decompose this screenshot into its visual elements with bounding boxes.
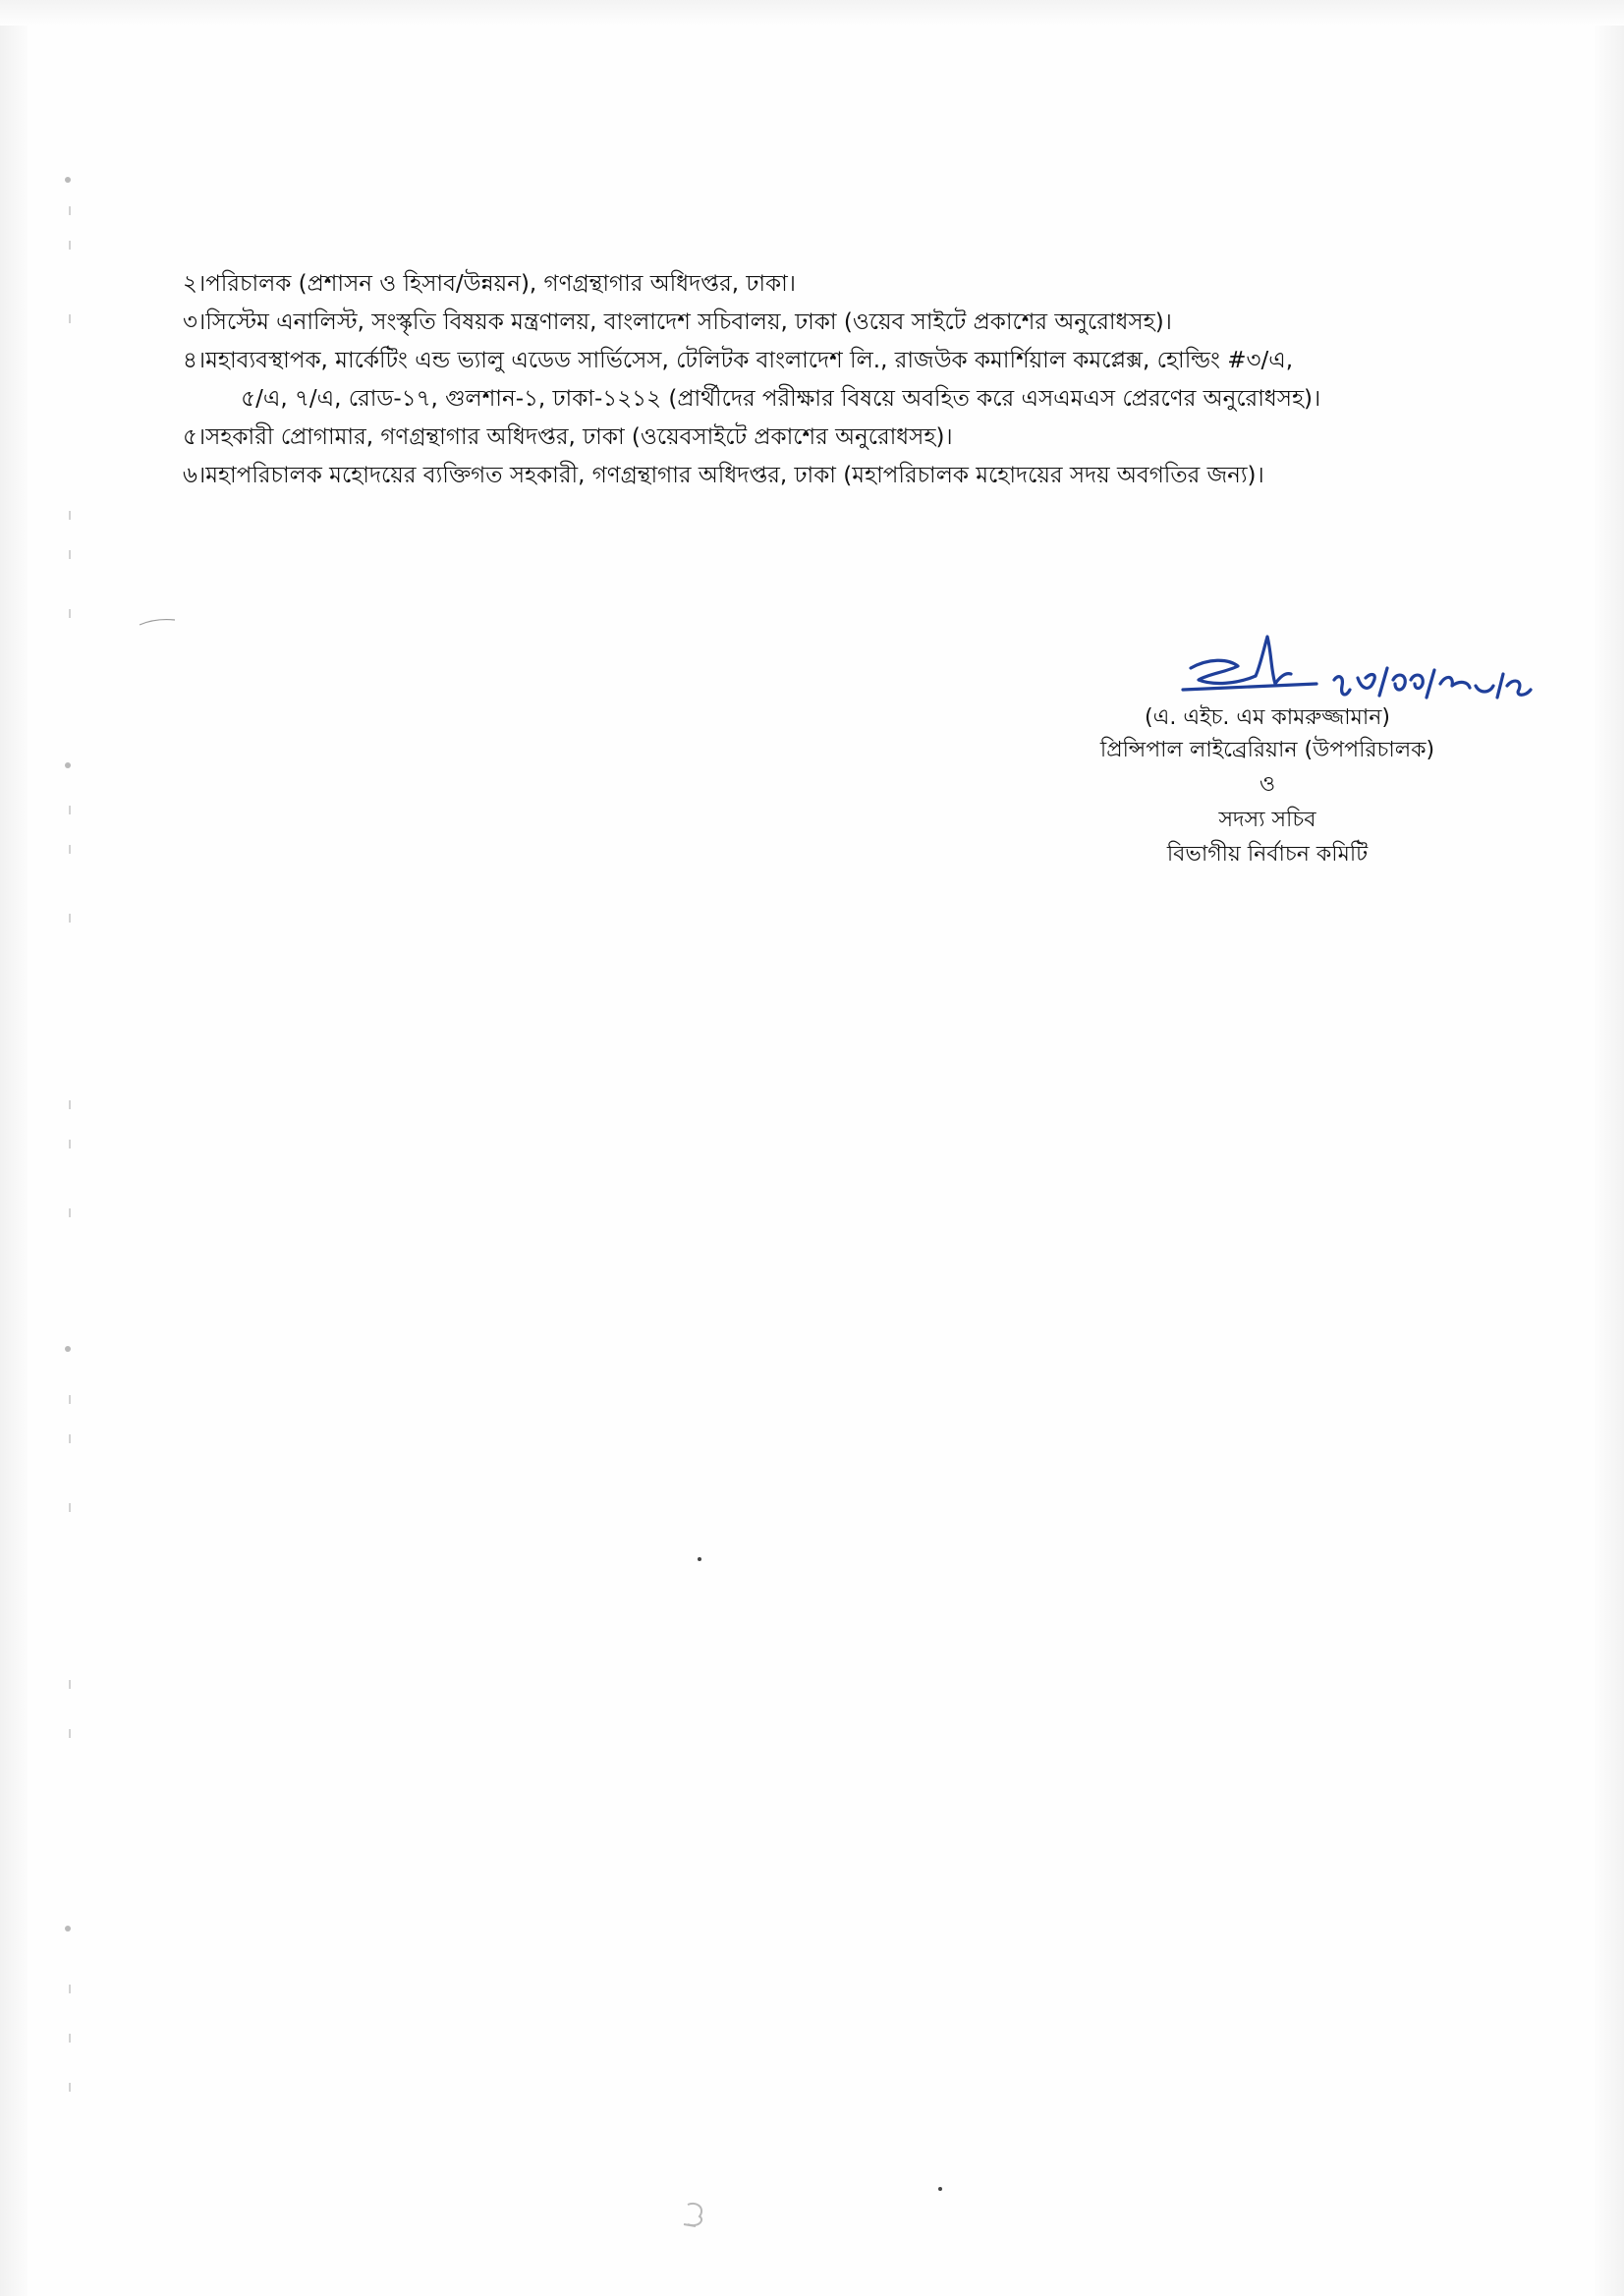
margin-mark	[69, 845, 71, 854]
margin-mark	[69, 1395, 71, 1404]
item-number: ২।	[183, 271, 206, 297]
margin-mark	[69, 2034, 71, 2043]
margin-mark	[69, 241, 71, 250]
margin-mark	[69, 2083, 71, 2092]
margin-mark	[65, 1926, 71, 1932]
margin-mark	[69, 806, 71, 814]
distribution-item	[183, 265, 1499, 304]
margin-mark	[69, 914, 71, 923]
item-text: মহাপরিচালক মহোদয়ের ব্যক্তিগত সহকারী, গণগ্রন্থাগার অধিদপ্তর, ঢাকা (মহাপরিচালক মহোদয়ের সদয় অবগতির জন্য)।	[205, 463, 1264, 488]
item-text-continuation: ৫/এ, ৭/এ, রোড-১৭, গুলশান-১, ঢাকা-১২১২ (প্রার্থীদের পরীক্ষার বিষয়ে অবহিত করে এসএমএস প্রেরণের অনুরোধসহ)।	[241, 386, 1321, 412]
margin-mark	[69, 1680, 71, 1689]
margin-mark	[69, 511, 71, 520]
margin-mark	[69, 1985, 71, 1993]
signatory-conjunction: ও	[1259, 772, 1276, 797]
scan-right-edge	[1595, 0, 1624, 2296]
stray-pen-stroke	[138, 617, 177, 627]
item-number: ৪।	[183, 348, 206, 373]
distribution-item	[183, 457, 1499, 495]
margin-mark	[69, 550, 71, 559]
margin-mark	[65, 762, 71, 768]
margin-mark	[69, 1100, 71, 1109]
margin-mark	[69, 206, 71, 215]
margin-mark	[69, 1208, 71, 1217]
distribution-item	[183, 419, 1499, 457]
scan-left-edge	[0, 0, 28, 2296]
margin-mark	[69, 1503, 71, 1512]
signature-block	[1032, 629, 1523, 884]
margin-mark	[69, 1140, 71, 1148]
margin-mark	[65, 177, 71, 183]
scan-speck	[938, 2187, 942, 2191]
item-number: ৩।	[183, 309, 206, 335]
signatory-role: সদস্য সচিব	[1218, 808, 1316, 832]
item-text: সহকারী প্রোগামার, গণগ্রন্থাগার অধিদপ্তর, ঢাকা (ওয়েবসাইটে প্রকাশের অনুরোধসহ)।	[205, 424, 953, 450]
item-text: পরিচালক (প্রশাসন ও হিসাব/উন্নয়ন), গণগ্রন্থাগার অধিদপ্তর, ঢাকা।	[205, 271, 797, 297]
item-number: ৫।	[183, 424, 206, 450]
item-number: ৬।	[183, 463, 206, 488]
margin-mark	[69, 1434, 71, 1443]
signatory-committee: বিভাগীয় নির্বাচন কমিটি	[1166, 842, 1369, 867]
scan-top-edge	[0, 0, 1624, 26]
margin-mark	[65, 1346, 71, 1352]
distribution-item	[183, 342, 1499, 419]
distribution-list	[183, 265, 1499, 495]
signatory-name: (এ. এইচ. এম কামরুজ্জামান)	[1145, 705, 1390, 730]
margin-mark	[69, 314, 71, 323]
item-text: সিস্টেম এনালিস্ট, সংস্কৃতি বিষয়ক মন্ত্রণালয়, বাংলাদেশ সচিবালয়, ঢাকা (ওয়েব সাইটে প্রকাশের অনুরোধসহ)।	[205, 309, 1172, 335]
item-text-line: মহাব্যবস্থাপক, মার্কেটিং এন্ড ভ্যালু এডেড সার্ভিসেস, টেলিটক বাংলাদেশ লি., রাজউক কমার্শিয়াল কমপ্লেক্স, হোল্ডিং #৩/এ,	[205, 348, 1294, 373]
scan-smudge	[676, 2195, 715, 2234]
signatory-designation: প্রিন্সিপাল লাইব্রেরিয়ান (উপপরিচালক)	[1099, 738, 1435, 762]
item-text	[205, 342, 1499, 419]
margin-mark	[69, 609, 71, 618]
margin-mark	[69, 1729, 71, 1738]
distribution-item	[183, 304, 1499, 342]
scan-speck	[698, 1557, 701, 1561]
